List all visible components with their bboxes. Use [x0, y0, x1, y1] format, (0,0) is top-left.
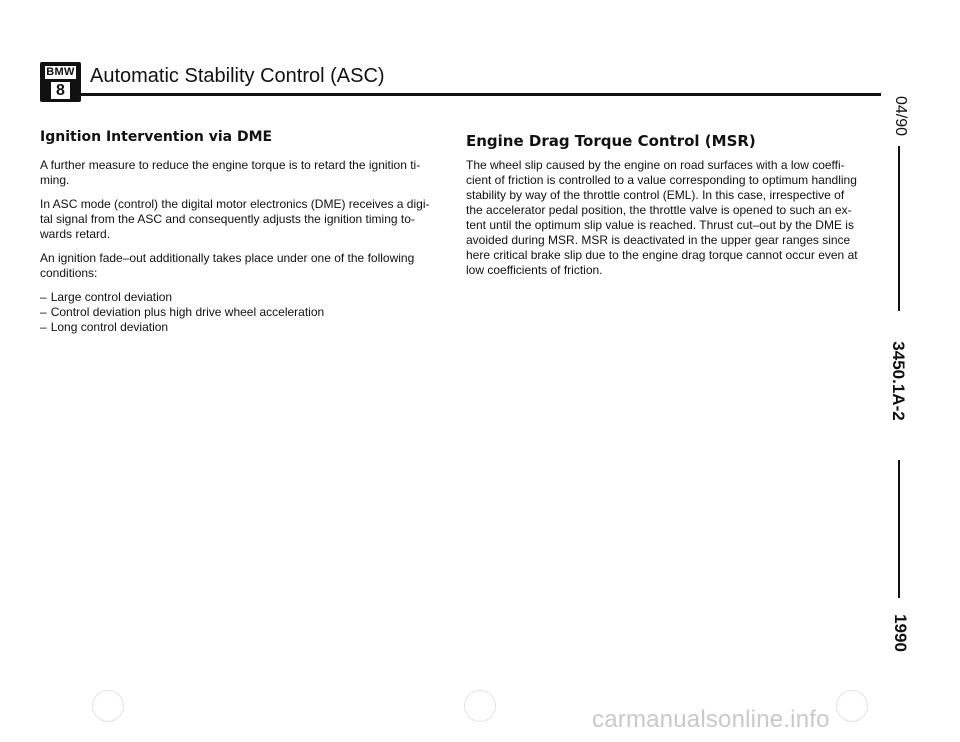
header-divider: [81, 93, 881, 96]
paragraph: The wheel slip caused by the engine on road surfaces with a low coeffi- cient of friction is controlled to a value corresponding to optimum handling stability by way of the throttle control (EML). In this case, irrespective of the accelerator pedal position, the throttle valve is opened to such an ex- tent until the optimum slip value is reached. Thrust cut–out by the DME is avoided during MSR. MSR is deactivated in the upper gear ranges since here critical brake slip due to the engine drag torque cannot occur even at low coefficients of friction.: [466, 158, 858, 277]
list-dash: –: [40, 305, 47, 319]
page-title: Automatic Stability Control (ASC): [90, 65, 385, 87]
list-item: [40, 305, 440, 320]
list-dash: –: [40, 290, 47, 304]
logo-brand-text: BMW: [46, 66, 75, 78]
list-item-text: Large control deviation: [50, 290, 173, 304]
section-heading-msr: Engine Drag Torque Control (MSR): [466, 132, 756, 150]
punch-hole-mark: [464, 690, 496, 722]
section-heading-ignition: Ignition Intervention via DME: [40, 129, 273, 145]
punch-hole-mark: [836, 690, 868, 722]
watermark-text: carmanualsonline.info: [592, 706, 830, 733]
margin-rule: [898, 460, 900, 598]
paragraph: A further measure to reduce the engine torque is to retard the ignition ti- ming.: [40, 158, 421, 187]
bmw-8-logo-icon: [40, 62, 81, 102]
logo-series-text: 8: [51, 82, 70, 99]
paragraph: In ASC mode (control) the digital motor electronics (DME) receives a digi- tal signal from the ASC and consequently adjusts the ignition timing to- wards retard.: [40, 197, 430, 241]
margin-year: 1990: [891, 614, 910, 652]
conditions-list: [40, 290, 440, 335]
list-item: [40, 320, 440, 335]
list-item-text: Long control deviation: [50, 320, 169, 334]
margin-date: 04/90: [892, 95, 909, 137]
left-column: [40, 128, 440, 335]
margin-rule: [898, 146, 900, 311]
list-dash: –: [40, 320, 47, 334]
punch-hole-mark: [92, 690, 124, 722]
paragraph: An ignition fade–out additionally takes place under one of the following conditions:: [40, 251, 415, 280]
right-column: [466, 132, 866, 287]
margin-document-number: 3450.1A-2: [889, 341, 908, 421]
list-item: [40, 290, 440, 305]
list-item-text: Control deviation plus high drive wheel acceleration: [50, 305, 325, 319]
